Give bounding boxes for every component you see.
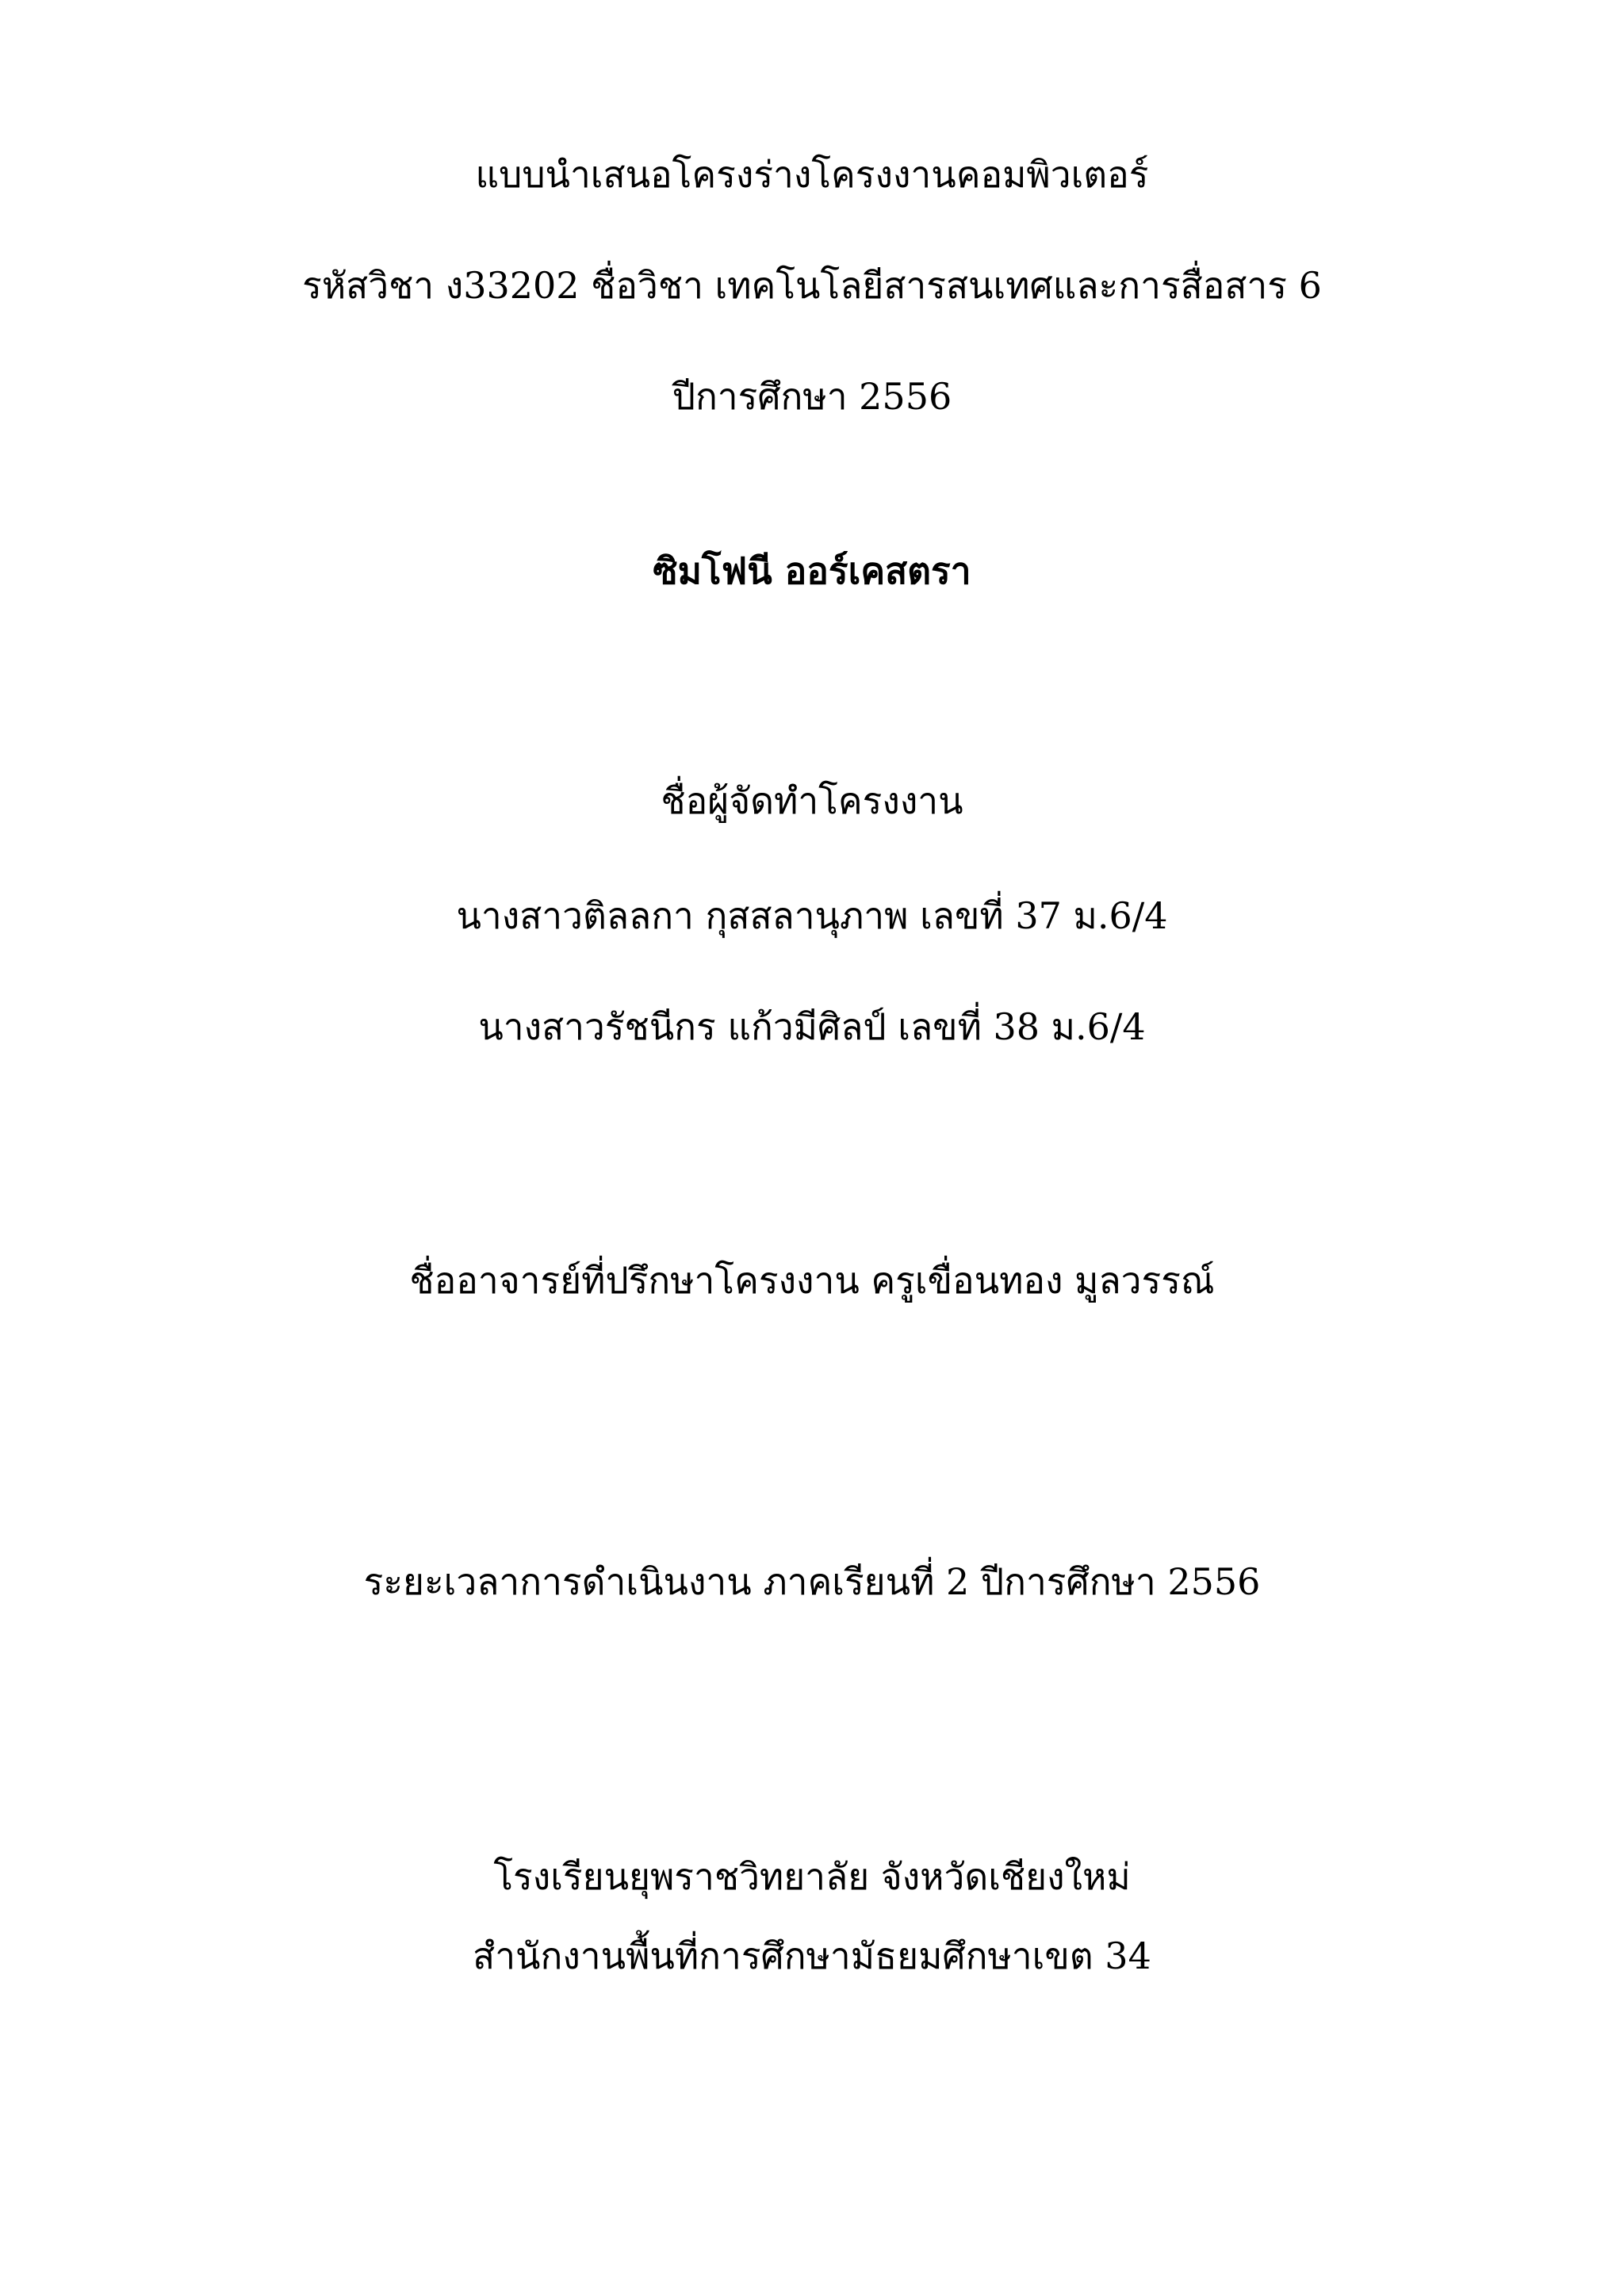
project-title: ซิมโฟนี ออร์เคสตรา	[653, 549, 971, 592]
course-line: รหัสวิชา ง33202 ชื่อวิชา เทคโนโลยีสารสนเทศและการสื่อสาร 6	[302, 264, 1322, 307]
form-title: แบบนำเสนอโครงร่างโครงงานคอมพิวเตอร์	[475, 153, 1149, 196]
school-line: โรงเรียนยุพราชวิทยาลัย จังหวัดเชียงใหม่	[493, 1855, 1131, 1898]
duration-line: ระยะเวลาการดำเนินงาน ภาคเรียนที่ 2 ปีการศึกษา 2556	[363, 1560, 1261, 1603]
author-1: นางสาวติลลกา กุสสลานุภาพ เลขที่ 37 ม.6/4	[456, 894, 1168, 937]
author-2: นางสาวรัชนีกร แก้วมีศิลป์ เลขที่ 38 ม.6/4	[478, 1005, 1146, 1048]
academic-year: ปีการศึกษา 2556	[672, 375, 952, 418]
authors-heading: ชื่อผู้จัดทำโครงงาน	[661, 779, 963, 822]
office-line: สำนักงานพื้นที่การศึกษามัธยมศึกษาเขต 34	[473, 1934, 1151, 1977]
advisor-line: ชื่ออาจารย์ที่ปรึกษาโครงงาน ครูเขื่อนทอง มูลวรรณ์	[409, 1259, 1215, 1302]
